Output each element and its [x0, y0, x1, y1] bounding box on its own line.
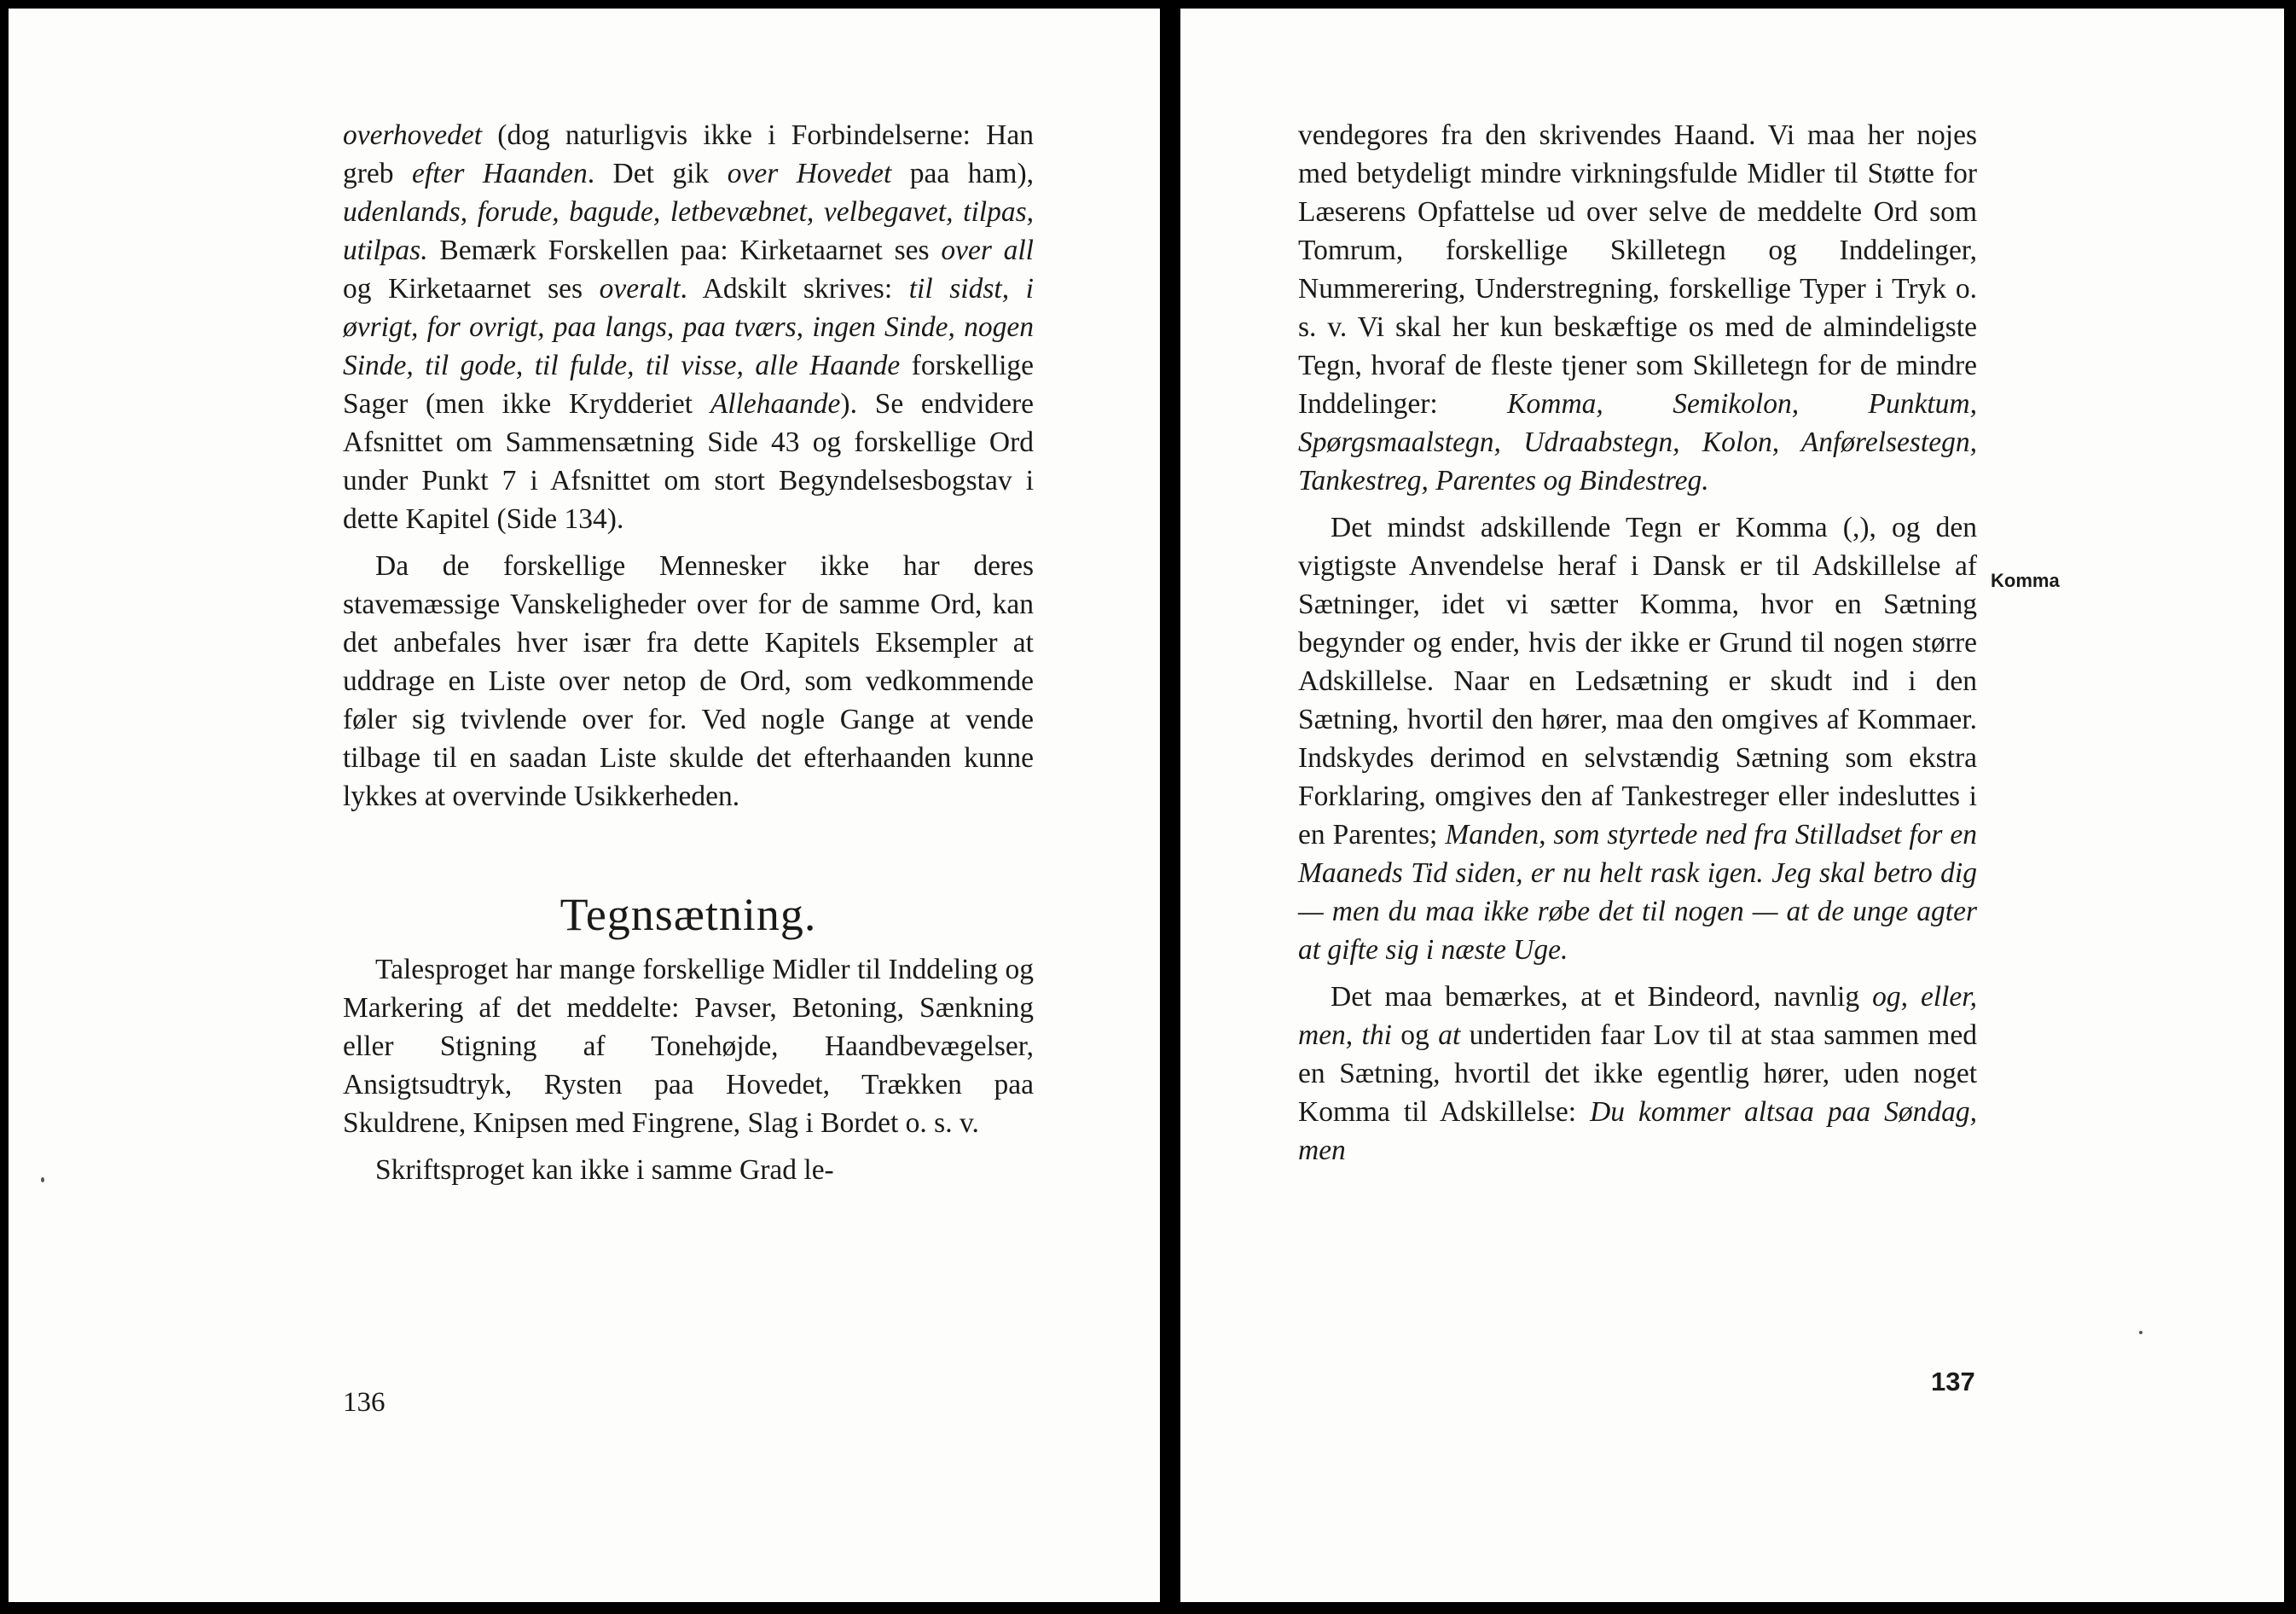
paragraph — [343, 547, 1034, 816]
text-run: Talesproget har mange forskellige Midler til Inddeling og Markering af det meddelte: Pavser, Betoning, Sænkning eller Stigning af Tonehøjde, Haandbevægelser, Ansigtsudtryk, Rysten paa Hovedet, Trækken paa Skuldrene, Knipsen med Fingrene, Slag i Bordet o. s. v. — [343, 954, 1034, 1139]
paragraph — [343, 950, 1034, 1142]
paragraph — [343, 1151, 1034, 1189]
italic-text: udenlands, forude, bagude, letbevæbnet, velbegavet, tilpas, utilpas. — [343, 196, 1034, 266]
left-paragraphs-after-heading — [343, 950, 1034, 1189]
italic-text: til sidst, i øvrigt, for ovrigt, paa langs, paa tværs, ingen Sinde, nogen Sinde, til gode, til fulde, til visse, alle Haande — [343, 273, 1034, 381]
paragraph — [1298, 116, 1977, 500]
page-number-right: 137 — [1931, 1367, 1975, 1396]
text-run: og Kirketaarnet ses — [343, 273, 600, 305]
right-text-column — [1298, 116, 1977, 1170]
text-run: . Det gik — [587, 158, 728, 189]
left-page — [9, 9, 1160, 1602]
italic-text: overalt — [599, 273, 681, 305]
text-run: paa ham), — [891, 158, 1034, 189]
italic-text: Manden, som styrtede ned fra Stilladset for en Maaneds Tid siden, er nu helt rask igen. Jeg skal betro dig — men du maa ikke røbe det til nogen — at de unge agter at gifte sig i næste Uge. — [1298, 819, 1977, 966]
left-paragraphs — [343, 116, 1034, 816]
text-run: forskellige Sager (men ikke Krydderiet — [343, 350, 1034, 420]
text-run: Da de forskellige Mennesker ikke har deres stavemæssige Vanskeligheder over for de samme Ord, kan det anbefales hver især fra dette Kapitels Eksempler at uddrage en Liste over netop de Ord, som vedkommende føler sig tvivlende over for. Ved nogle Gange at vende tilbage til en saadan Liste skulde det efterhaanden kunne lykkes at overvinde Usikkerheden. — [343, 550, 1034, 812]
text-run: Skriftsproget kan ikke i samme Grad le- — [375, 1154, 834, 1186]
left-text-column — [343, 116, 1034, 1189]
italic-text: over Hovedet — [727, 158, 892, 189]
page-number-left: 136 — [343, 1387, 386, 1418]
text-run: Det maa bemærkes, at et Bindeord, navnlig — [1331, 981, 1873, 1013]
italic-text: Allehaande — [710, 388, 841, 420]
italic-text: Du kommer altsaa paa Søndag, men — [1298, 1096, 1977, 1166]
text-run: vendegores fra den skrivendes Haand. Vi maa her nojes med betydeligt mindre virkningsfulde Midler til Støtte for Læserens Opfattelse ud over selve de meddelte Ord som Tomrum, forskellige Skilletegn og Inddelinger, Nummerering, Understregning, forskellige Typer i Tryk o. s. v. Vi skal her kun beskæftige os med de almindeligste Tegn, hvoraf de fleste tjener som Skilletegn for de mindre Inddelinger: — [1298, 119, 1977, 420]
text-run: (dog naturligvis ikke i Forbindelserne: Han greb — [343, 119, 1034, 189]
italic-text: overhovedet — [343, 119, 483, 151]
italic-text: at — [1438, 1019, 1461, 1051]
paragraph — [343, 116, 1034, 538]
paragraph — [1298, 978, 1977, 1170]
text-run: Bemærk Forskellen paa: Kirketaarnet ses — [427, 235, 942, 266]
text-run: . Adskilt skrives: — [680, 273, 909, 305]
italic-text: over all — [941, 235, 1034, 266]
text-run: ). Se endvidere Afsnittet om Sammensætning Side 43 og forskellige Ord under Punkt 7 i Afsnittet om stort Begyndelsesbogstav i dette Kapitel (Side 134). — [343, 388, 1034, 535]
text-run: undertiden faar Lov til at staa sammen med en Sætning, hvortil det ikke egentlig hører, uden noget Komma til Adskillelse: — [1298, 1019, 1977, 1128]
text-run: Det mindst adskillende Tegn er Komma (,), og den vigtigste Anvendelse heraf i Dansk er til Adskillelse af Sætninger, idet vi sætter Komma, hvor en Sætning begynder og ender, hvis der ikke er Grund til nogen større Adskillelse. Naar en Ledsætning er skudt ind i den Sætning, hvortil den hører, maa den omgives af Kommaer. Indskydes derimod en selvstændig Sætning som ekstra Forklaring, omgives den af Tankestreger eller indesluttes i en Parentes; — [1298, 512, 1977, 851]
paragraph — [1298, 508, 1977, 969]
text-run: og — [1391, 1019, 1439, 1051]
right-paragraphs — [1298, 116, 1977, 1170]
paper-speck — [2139, 1331, 2142, 1334]
margin-note-komma: Komma — [1991, 570, 2060, 591]
paper-speck — [41, 1177, 44, 1182]
italic-text: og, eller, men, thi — [1298, 981, 1977, 1051]
italic-text: efter Haanden — [412, 158, 588, 189]
right-page — [1180, 9, 2284, 1602]
section-heading: Tegnsætning. — [560, 889, 817, 940]
italic-text: Komma, Semikolon, Punktum, Spørgsmaalstegn, Udraabstegn, Kolon, Anførelsestegn, Tankestreg, Parentes og Bindestreg. — [1298, 388, 1977, 496]
